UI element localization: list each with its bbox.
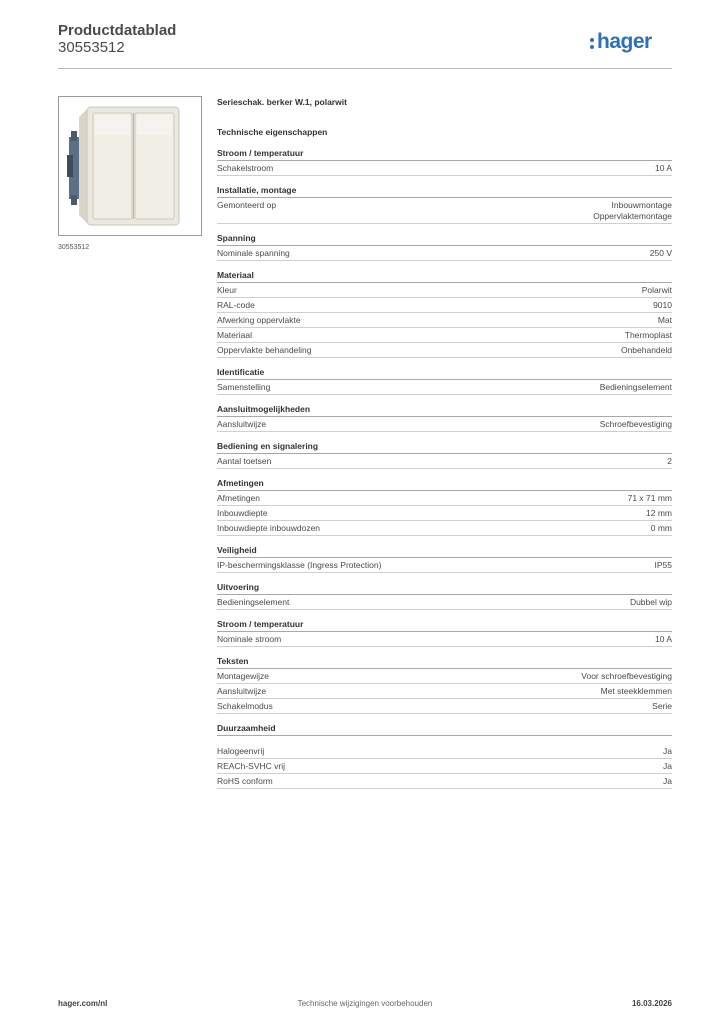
header-divider [58,68,672,69]
section-title: Uitvoering [217,582,672,595]
spec-row [217,684,672,699]
spec-row [217,283,672,298]
spec-section [217,148,672,176]
spec-section [217,404,672,432]
spec-value [663,746,672,757]
spec-row [217,313,672,328]
spec-label: Samenstelling [217,381,271,392]
spec-section [217,656,672,714]
spec-row [217,380,672,395]
spec-value-line: 0 mm [650,522,672,533]
spec-section [217,233,672,261]
spec-label: Schakelmodus [217,700,273,711]
spec-row [217,328,672,343]
section-title: Identificatie [217,367,672,380]
spec-row [217,744,672,759]
spec-section [217,441,672,469]
spec-value [651,523,672,534]
spec-row [217,595,672,610]
spec-label: Afmetingen [217,492,260,503]
spec-value-line: Dubbel wip [629,596,672,607]
spec-label: Nominale spanning [217,247,290,258]
hager-logo [590,30,652,54]
spec-value-line: Inbouwmontage [611,199,672,210]
spec-value-line: Polarwit [641,284,672,295]
spec-value-line: 250 V [649,247,672,258]
spec-value-line: Serie [652,700,672,711]
spec-section [217,367,672,395]
spec-row [217,521,672,536]
spec-label: Afwerking oppervlakte [217,314,301,325]
spec-label: IP-beschermingsklasse (Ingress Protection) [217,559,382,570]
spec-value-line: 10 A [654,633,672,644]
spec-value [625,330,672,341]
spec-label: Kleur [217,284,237,295]
spec-row [217,506,672,521]
spec-value-line: Thermoplast [624,329,672,340]
switch-product-photo-icon [58,96,202,236]
spec-row [217,699,672,714]
spec-content [217,96,672,798]
spec-row [217,759,672,774]
spec-label: RoHS conform [217,775,273,786]
spec-value-line: Oppervlaktemontage [593,210,672,221]
spec-value [630,597,672,608]
spec-row [217,558,672,573]
logo-dots-icon [590,30,596,52]
spec-value-line: Ja [663,775,672,786]
product-number: 30553512 [58,39,125,56]
spec-row [217,298,672,313]
section-title: Stroom / temperatuur [217,619,672,632]
spec-value [655,560,673,571]
section-title: Aansluitmogelijkheden [217,404,672,417]
spec-value [650,248,672,259]
spec-value-line: 2 [667,455,672,466]
spec-section [217,185,672,224]
spec-value [642,285,672,296]
spec-row [217,454,672,469]
spec-value [628,493,672,504]
spec-label: Montagewijze [217,670,269,681]
spec-label: Aantal toetsen [217,455,272,466]
spec-value [663,776,672,787]
spec-value [601,686,672,697]
spec-label: REACh-SVHC vrij [217,760,286,771]
tech-properties-heading: Technische eigenschappen [217,127,328,137]
spec-label: Inbouwdiepte [217,507,268,518]
spec-row [217,246,672,261]
spec-section [217,619,672,647]
spec-value [593,200,672,222]
spec-label: Aansluitwijze [217,685,267,696]
section-title: Spanning [217,233,672,246]
spec-row [217,491,672,506]
footer-website-link[interactable]: hager.com/nl [58,999,108,1008]
spec-value-line: Bedieningselement [599,381,672,392]
spec-section [217,582,672,610]
section-title: Duurzaamheid [217,723,672,736]
spec-row [217,669,672,684]
product-name: Serieschak. berker W.1, polarwit [217,97,347,107]
spec-section [217,545,672,573]
spec-label: Materiaal [217,329,252,340]
spec-row [217,774,672,789]
section-title: Teksten [217,656,672,669]
spec-value [600,419,672,430]
spec-label: Nominale stroom [217,633,282,644]
spec-label: RAL-code [217,299,255,310]
spec-value-line: 71 x 71 mm [627,492,672,503]
spec-value [600,382,672,393]
section-title: Veiligheid [217,545,672,558]
spec-row [217,343,672,358]
section-title: Bediening en signalering [217,441,672,454]
spec-value [621,345,672,356]
spec-row [217,198,672,224]
footer-disclaimer: Technische wijzigingen voorbehouden [297,999,433,1008]
spec-section [217,270,672,358]
page-title: Productdatablad [58,22,177,39]
logo-text: hager [597,30,652,53]
spec-value-line: Onbehandeld [620,344,672,355]
spec-value [658,315,672,326]
spec-label: Inbouwdiepte inbouwdozen [217,522,321,533]
section-title: Stroom / temperatuur [217,148,672,161]
spec-value [652,701,672,712]
spec-value-line: Ja [663,760,672,771]
section-title: Afmetingen [217,478,672,491]
spec-value [581,671,672,682]
spec-label: Aansluitwijze [217,418,267,429]
spec-value [655,163,672,174]
spec-value-line: Met steekklemmen [600,685,672,696]
spec-value-line: Ja [663,745,672,756]
spec-section [217,723,672,789]
spec-value [646,508,672,519]
spec-row [217,417,672,432]
spec-label: Halogeenvrij [217,745,265,756]
spec-label: Bedieningselement [217,596,290,607]
spec-value [667,456,672,467]
section-gap [217,736,672,744]
spec-value [655,634,672,645]
spec-value-line: 9010 [653,299,672,310]
spec-value-line: 10 A [654,162,672,173]
image-caption: 30553512 [58,244,90,251]
spec-row [217,632,672,647]
spec-value [653,300,672,311]
spec-value-line: 12 mm [646,507,672,518]
spec-value [663,761,672,772]
spec-value-line: Voor schroefbevestiging [581,670,672,681]
spec-section [217,478,672,536]
spec-value-line: Schroefbevestiging [599,418,672,429]
footer-date: 16.03.2026 [631,999,672,1008]
spec-label: Gemonteerd op [217,199,277,210]
spec-row [217,161,672,176]
spec-label: Schakelstroom [217,162,274,173]
spec-sections [217,148,672,789]
spec-label: Oppervlakte behandeling [217,344,312,355]
spec-value-line: Mat [657,314,672,325]
section-title: Materiaal [217,270,672,283]
spec-value-line: IP55 [654,559,672,570]
document-header [58,22,176,57]
section-title: Installatie, montage [217,185,672,198]
